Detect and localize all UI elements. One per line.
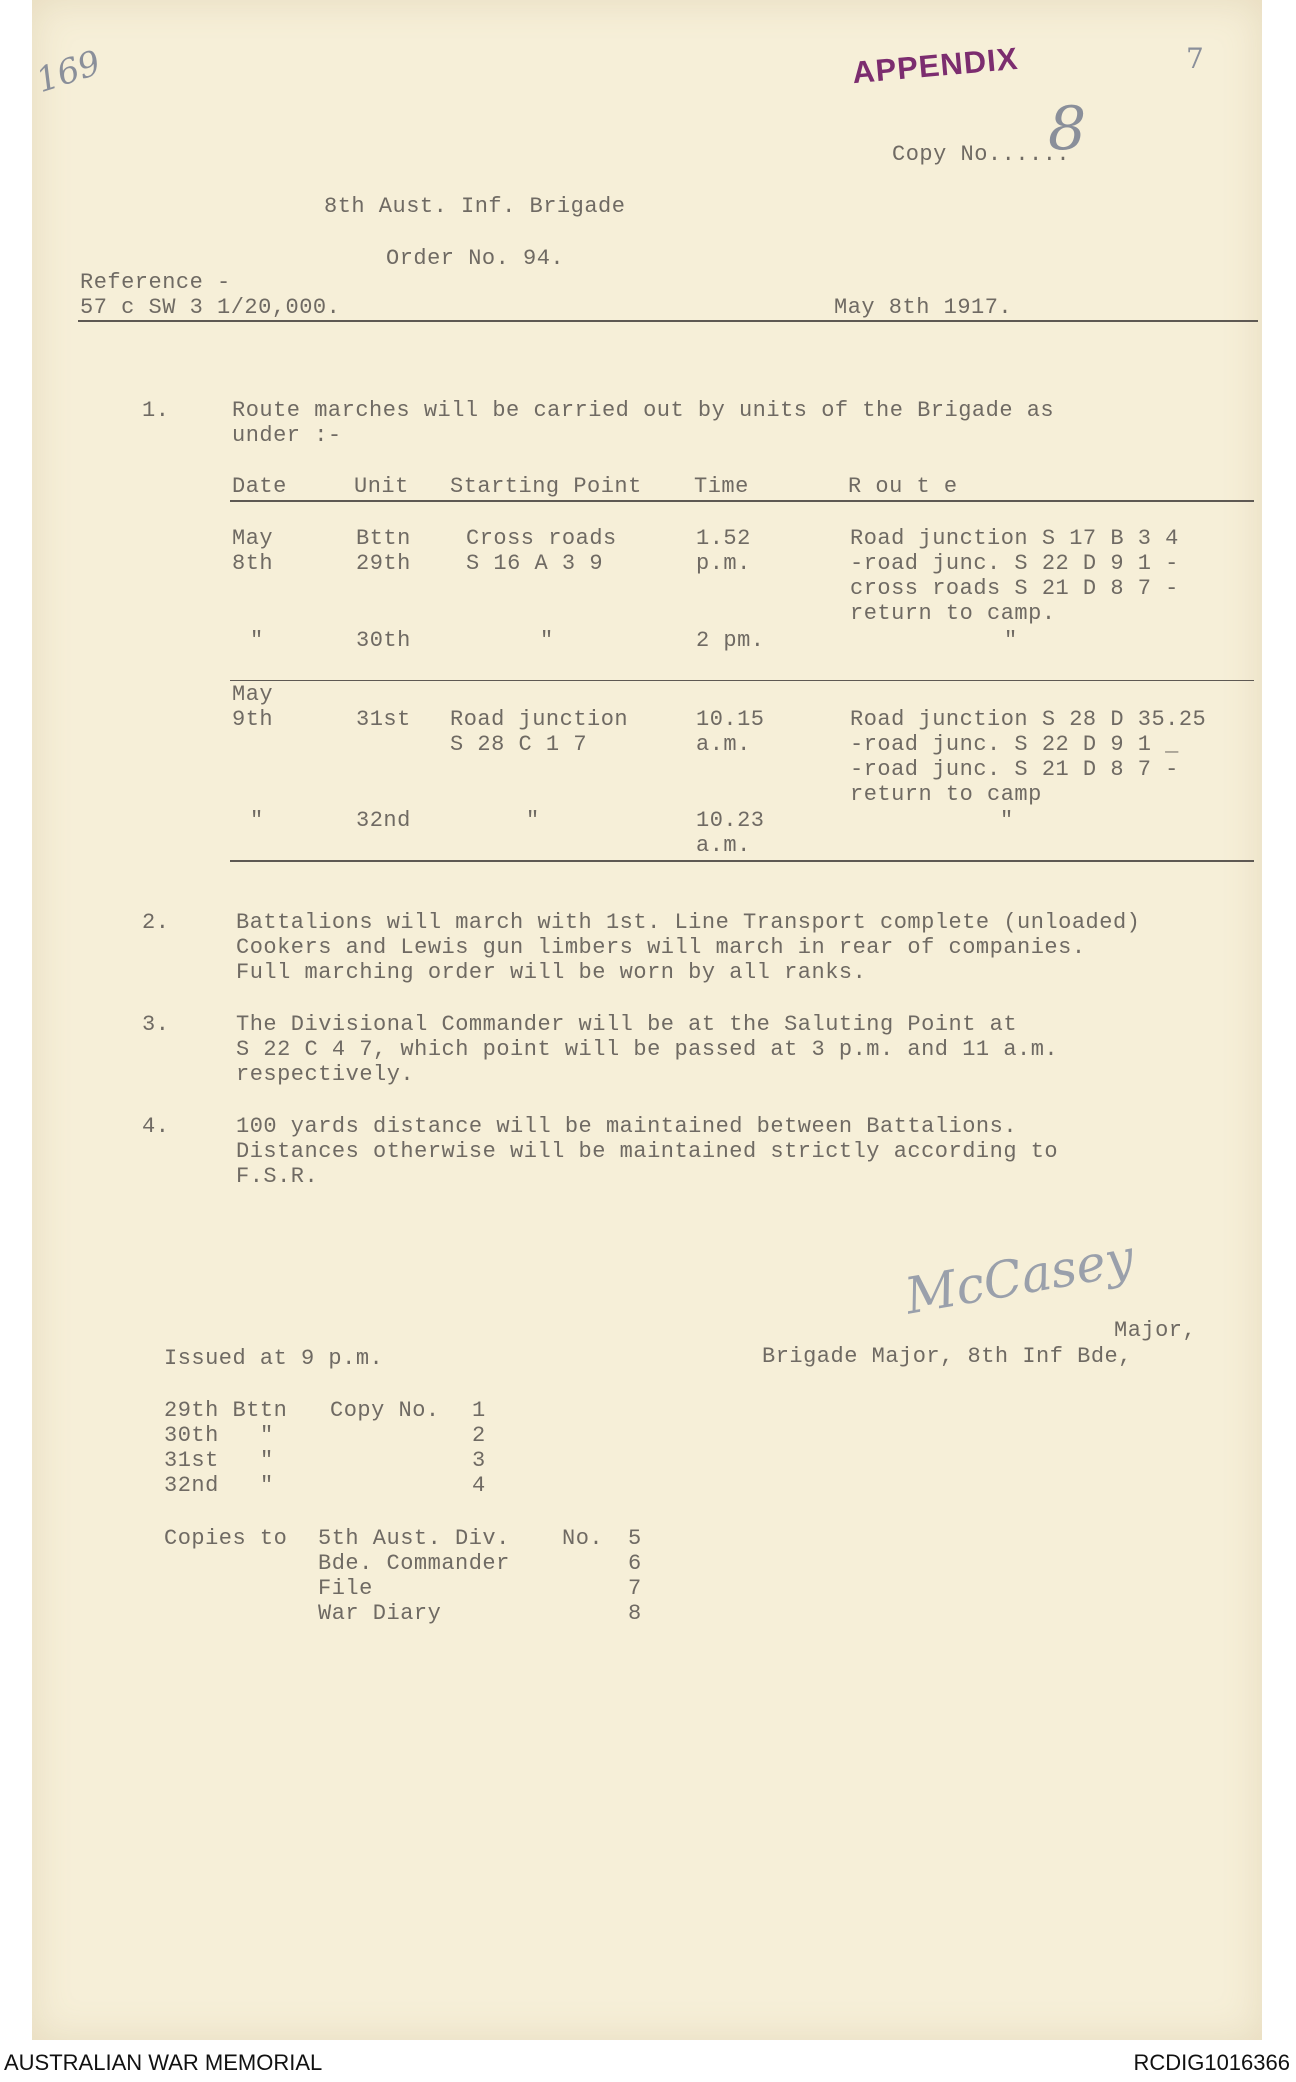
copy-no: 8 bbox=[628, 1601, 642, 1626]
para2-line2: Cookers and Lewis gun limbers will march in rear of companies. bbox=[236, 935, 1086, 960]
copy-to: War Diary bbox=[318, 1601, 442, 1626]
g1r1-unit-b: 29th bbox=[356, 551, 411, 576]
copy-no: 6 bbox=[628, 1551, 642, 1576]
para4-line1: 100 yards distance will be maintained between Battalions. bbox=[236, 1114, 1018, 1139]
para3-line3: respectively. bbox=[236, 1062, 415, 1087]
para1-line2: under :- bbox=[232, 423, 342, 448]
footer-archive-name: AUSTRALIAN WAR MEMORIAL bbox=[4, 2050, 323, 2075]
copy-to: Bde. Commander bbox=[318, 1551, 510, 1576]
para1-number: 1. bbox=[142, 398, 170, 423]
copy-to: 5th Aust. Div. bbox=[318, 1526, 510, 1551]
dist-unit: 30th bbox=[164, 1423, 219, 1448]
para3-line2: S 22 C 4 7, which point will be passed at 3 p.m. and 11 a.m. bbox=[236, 1037, 1059, 1062]
table-header-rule bbox=[230, 500, 1254, 502]
g1r2-time: 2 pm. bbox=[696, 628, 765, 653]
g2r1-time-b: a.m. bbox=[696, 732, 751, 757]
g1r1-unit-a: Bttn bbox=[356, 526, 411, 551]
g2r1-start-a: Road junction bbox=[450, 707, 629, 732]
order-number: Order No. 94. bbox=[386, 246, 565, 271]
g1r1-start-b: S 16 A 3 9 bbox=[466, 551, 604, 576]
g2r1-route-1: Road junction S 28 D 35.25 bbox=[850, 707, 1207, 732]
dist-label: " bbox=[260, 1473, 274, 1498]
para2-line3: Full marching order will be worn by all ranks. bbox=[236, 960, 867, 985]
copy-no: 7 bbox=[628, 1576, 642, 1601]
para4-line3: F.S.R. bbox=[236, 1164, 319, 1189]
g1r2-date: " bbox=[250, 628, 264, 653]
copy-number-handwritten: 8 bbox=[1048, 94, 1087, 164]
g1-date-month: May bbox=[232, 526, 274, 551]
copy-label: No. bbox=[562, 1526, 604, 1551]
signatory-rank: Major, bbox=[1114, 1318, 1197, 1343]
para2-number: 2. bbox=[142, 910, 170, 935]
g1r1-route-4: return to camp. bbox=[850, 601, 1056, 626]
dist-no: 4 bbox=[472, 1473, 486, 1498]
para2-line1: Battalions will march with 1st. Line Transport complete (unloaded) bbox=[236, 910, 1141, 935]
table-header-starting-point: Starting Point bbox=[450, 474, 642, 499]
table-bottom-rule bbox=[230, 860, 1254, 862]
folio-number: 169 bbox=[31, 42, 106, 102]
g2r2-time-b: a.m. bbox=[696, 833, 751, 858]
g2r1-route-4: return to camp bbox=[850, 782, 1042, 807]
dist-label: " bbox=[260, 1448, 274, 1473]
dist-unit: 29th Bttn bbox=[164, 1398, 288, 1423]
footer-record-id: RCDIG1016366 bbox=[1133, 2050, 1290, 2075]
g1r1-time-b: p.m. bbox=[696, 551, 751, 576]
dist-no: 3 bbox=[472, 1448, 486, 1473]
g2r1-start-b: S 28 C 1 7 bbox=[450, 732, 588, 757]
copies-intro: Copies to bbox=[164, 1526, 288, 1551]
g1r1-start-a: Cross roads bbox=[466, 526, 617, 551]
handwritten-signature: McCasey bbox=[900, 1228, 1139, 1326]
g2r1-time-a: 10.15 bbox=[696, 707, 765, 732]
order-date: May 8th 1917. bbox=[834, 295, 1013, 320]
copy-number-label: Copy No...... bbox=[892, 142, 1071, 167]
copy-no: 5 bbox=[628, 1526, 642, 1551]
page-number: 7 bbox=[1186, 42, 1204, 75]
para4-line2: Distances otherwise will be maintained strictly according to bbox=[236, 1139, 1059, 1164]
g1r1-route-3: cross roads S 21 D 8 7 - bbox=[850, 576, 1179, 601]
g2r1-unit: 31st bbox=[356, 707, 411, 732]
g1r2-route: " bbox=[1004, 628, 1018, 653]
reference-map: 57 c SW 3 1/20,000. bbox=[80, 295, 341, 320]
dist-label: " bbox=[260, 1423, 274, 1448]
table-header-date: Date bbox=[232, 474, 287, 499]
issued-time: Issued at 9 p.m. bbox=[164, 1346, 384, 1371]
g2r2-unit: 32nd bbox=[356, 808, 411, 833]
table-header-time: Time bbox=[694, 474, 749, 499]
g1r1-route-2: -road junc. S 22 D 9 1 - bbox=[850, 551, 1179, 576]
g1r1-route-1: Road junction S 17 B 3 4 bbox=[850, 526, 1179, 551]
copy-to: File bbox=[318, 1576, 373, 1601]
para3-line1: The Divisional Commander will be at the Saluting Point at bbox=[236, 1012, 1018, 1037]
g1r1-time-a: 1.52 bbox=[696, 526, 751, 551]
dist-no: 1 bbox=[472, 1398, 486, 1423]
table-header-unit: Unit bbox=[354, 474, 409, 499]
g2r1-route-3: -road junc. S 21 D 8 7 - bbox=[850, 757, 1179, 782]
brigade-name: 8th Aust. Inf. Brigade bbox=[324, 194, 626, 219]
appendix-stamp: APPENDIX bbox=[850, 40, 1020, 91]
g1r2-unit: 30th bbox=[356, 628, 411, 653]
dist-unit: 32nd bbox=[164, 1473, 219, 1498]
g2r2-start: " bbox=[526, 808, 540, 833]
header-rule bbox=[78, 320, 1258, 322]
signatory-title: Brigade Major, 8th Inf Bde, bbox=[762, 1344, 1132, 1369]
dist-no: 2 bbox=[472, 1423, 486, 1448]
g2r1-route-2: -road junc. S 22 D 9 1 _ bbox=[850, 732, 1179, 757]
g2r2-time-a: 10.23 bbox=[696, 808, 765, 833]
g2-date-month: May bbox=[232, 682, 274, 707]
g1r2-start: " bbox=[540, 628, 554, 653]
dist-label: Copy No. bbox=[330, 1398, 440, 1423]
dist-unit: 31st bbox=[164, 1448, 219, 1473]
table-group-rule bbox=[230, 680, 1254, 681]
para4-number: 4. bbox=[142, 1114, 170, 1139]
para3-number: 3. bbox=[142, 1012, 170, 1037]
table-header-route: R ou t e bbox=[848, 474, 958, 499]
g2-date-day: 9th bbox=[232, 707, 274, 732]
g2r2-route: " bbox=[1000, 808, 1014, 833]
para1-line1: Route marches will be carried out by units of the Brigade as bbox=[232, 398, 1055, 423]
reference-label: Reference - bbox=[80, 270, 231, 295]
g1-date-day: 8th bbox=[232, 551, 274, 576]
g2r2-date: " bbox=[250, 808, 264, 833]
